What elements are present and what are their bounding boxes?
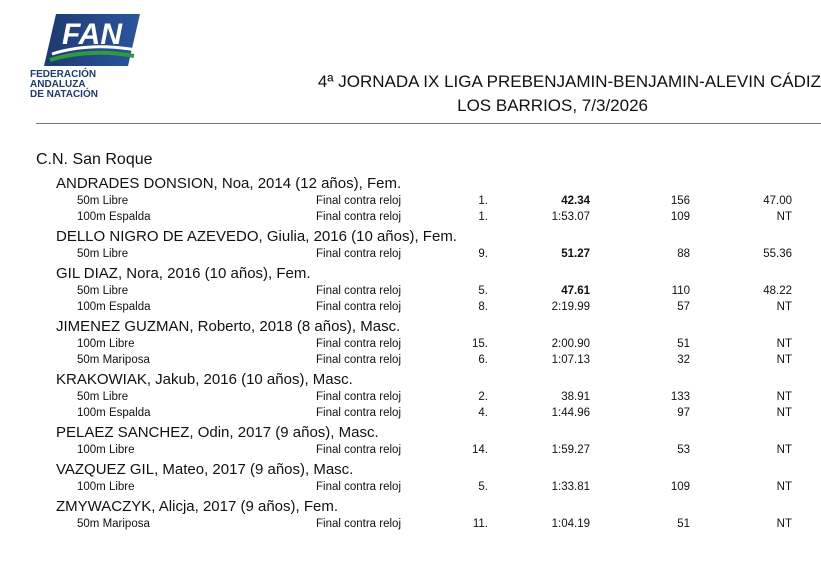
athlete-name: ZMYWACZYK, Alicja, 2017 (9 años), Fem. — [56, 498, 339, 515]
result-time: 1:59.27 — [551, 444, 590, 456]
result-position: 4. — [478, 407, 488, 419]
result-event: 50m Mariposa — [77, 354, 150, 366]
result-previous-time: NT — [776, 444, 792, 456]
result-phase: Final contra reloj — [316, 407, 402, 419]
result-points: 57 — [677, 301, 690, 313]
result-phase: Final contra reloj — [316, 444, 402, 456]
result-time: 47.61 — [561, 285, 590, 297]
result-points: 53 — [677, 444, 690, 456]
result-previous-time: 47.00 — [763, 195, 792, 207]
result-phase: Final contra reloj — [316, 338, 402, 350]
result-phase: Final contra reloj — [316, 391, 402, 403]
result-event: 100m Libre — [77, 481, 135, 493]
result-event: 50m Libre — [77, 195, 129, 207]
result-event: 100m Espalda — [77, 301, 151, 313]
result-previous-time: NT — [776, 301, 792, 313]
athlete-name: ANDRADES DONSION, Noa, 2014 (12 años), Fem. — [56, 175, 402, 192]
result-points: 133 — [670, 391, 690, 403]
logo-line-1: FEDERACIÓN — [30, 69, 97, 80]
athlete-name: JIMENEZ GUZMAN, Roberto, 2018 (8 años), Masc. — [56, 318, 401, 335]
result-event: 100m Libre — [77, 338, 135, 350]
result-previous-time: NT — [776, 518, 792, 530]
result-phase: Final contra reloj — [316, 301, 402, 313]
result-time: 1:33.81 — [551, 481, 590, 493]
result-previous-time: NT — [776, 481, 792, 493]
result-phase: Final contra reloj — [316, 354, 402, 366]
result-position: 5. — [478, 285, 488, 297]
header-divider — [36, 123, 821, 124]
result-phase: Final contra reloj — [316, 481, 402, 493]
result-row — [0, 516, 821, 532]
result-phase: Final contra reloj — [316, 211, 402, 223]
result-previous-time: NT — [776, 354, 792, 366]
result-phase: Final contra reloj — [316, 248, 402, 260]
result-event: 100m Espalda — [77, 211, 151, 223]
result-position: 14. — [472, 444, 488, 456]
result-time: 1:07.13 — [551, 354, 590, 366]
result-row — [0, 193, 821, 209]
result-phase: Final contra reloj — [316, 195, 402, 207]
result-row — [0, 405, 821, 421]
result-position: 1. — [478, 211, 488, 223]
result-points: 32 — [677, 354, 690, 366]
result-time: 51.27 — [561, 248, 590, 260]
result-position: 6. — [478, 354, 488, 366]
fan-logo-mark — [30, 10, 150, 70]
result-row — [0, 479, 821, 495]
result-position: 2. — [478, 391, 488, 403]
result-row — [0, 389, 821, 405]
title-line-2: LOS BARRIOS, 7/3/2026 — [457, 96, 648, 115]
result-position: 5. — [478, 481, 488, 493]
result-points: 51 — [677, 518, 690, 530]
logo-caption — [30, 70, 150, 100]
result-time: 42.34 — [561, 195, 590, 207]
athlete-name: VAZQUEZ GIL, Mateo, 2017 (9 años), Masc. — [56, 461, 354, 478]
result-position: 9. — [478, 248, 488, 260]
logo-mark-text: FAN — [62, 18, 122, 51]
result-position: 1. — [478, 195, 488, 207]
result-points: 88 — [677, 248, 690, 260]
result-row — [0, 246, 821, 262]
result-phase: Final contra reloj — [316, 285, 402, 297]
result-time: 1:53.07 — [551, 211, 590, 223]
athlete-name: GIL DIAZ, Nora, 2016 (10 años), Fem. — [56, 265, 311, 282]
result-points: 110 — [671, 285, 690, 297]
title-line-1: 4ª JORNADA IX LIGA PREBENJAMIN-BENJAMIN-ALEVIN CÁDIZ — [317, 72, 821, 91]
result-row — [0, 352, 821, 368]
result-event: 50m Mariposa — [77, 518, 150, 530]
result-time: 2:00.90 — [551, 338, 590, 350]
logo-line-3: DE NATACIÓN — [30, 89, 98, 100]
result-previous-time: NT — [776, 338, 792, 350]
result-position: 15. — [472, 338, 488, 350]
result-points: 109 — [670, 481, 690, 493]
result-previous-time: NT — [776, 391, 792, 403]
result-position: 8. — [478, 301, 488, 313]
athlete-name: DELLO NIGRO DE AZEVEDO, Giulia, 2016 (10 años), Fem. — [56, 228, 457, 245]
result-time: 1:44.96 — [551, 407, 590, 419]
results-list — [0, 174, 821, 532]
athlete-name: PELAEZ SANCHEZ, Odin, 2017 (9 años), Masc. — [56, 424, 379, 441]
result-previous-time: NT — [776, 407, 792, 419]
result-event: 50m Libre — [77, 391, 129, 403]
result-previous-time: NT — [776, 211, 792, 223]
result-time: 2:19.99 — [551, 301, 590, 313]
logo-line-2: ANDALUZA — [30, 79, 86, 90]
result-row — [0, 336, 821, 352]
result-event: 100m Espalda — [77, 407, 151, 419]
result-time: 38.91 — [561, 391, 590, 403]
result-position: 11. — [472, 518, 488, 530]
result-event: 100m Libre — [77, 444, 135, 456]
result-previous-time: 55.36 — [763, 248, 792, 260]
athlete-name: KRAKOWIAK, Jakub, 2016 (10 años), Masc. — [56, 371, 353, 388]
result-row — [0, 283, 821, 299]
result-phase: Final contra reloj — [316, 518, 402, 530]
result-event: 50m Libre — [77, 285, 129, 297]
result-points: 156 — [670, 195, 690, 207]
club-name: C.N. San Roque — [36, 151, 153, 168]
result-points: 97 — [677, 407, 690, 419]
page-title — [221, 70, 821, 118]
result-time: 1:04.19 — [551, 518, 590, 530]
result-row — [0, 209, 821, 225]
result-points: 109 — [670, 211, 690, 223]
result-points: 51 — [677, 338, 690, 350]
result-event: 50m Libre — [77, 248, 129, 260]
result-row — [0, 299, 821, 315]
result-row — [0, 442, 821, 458]
result-previous-time: 48.22 — [763, 285, 792, 297]
